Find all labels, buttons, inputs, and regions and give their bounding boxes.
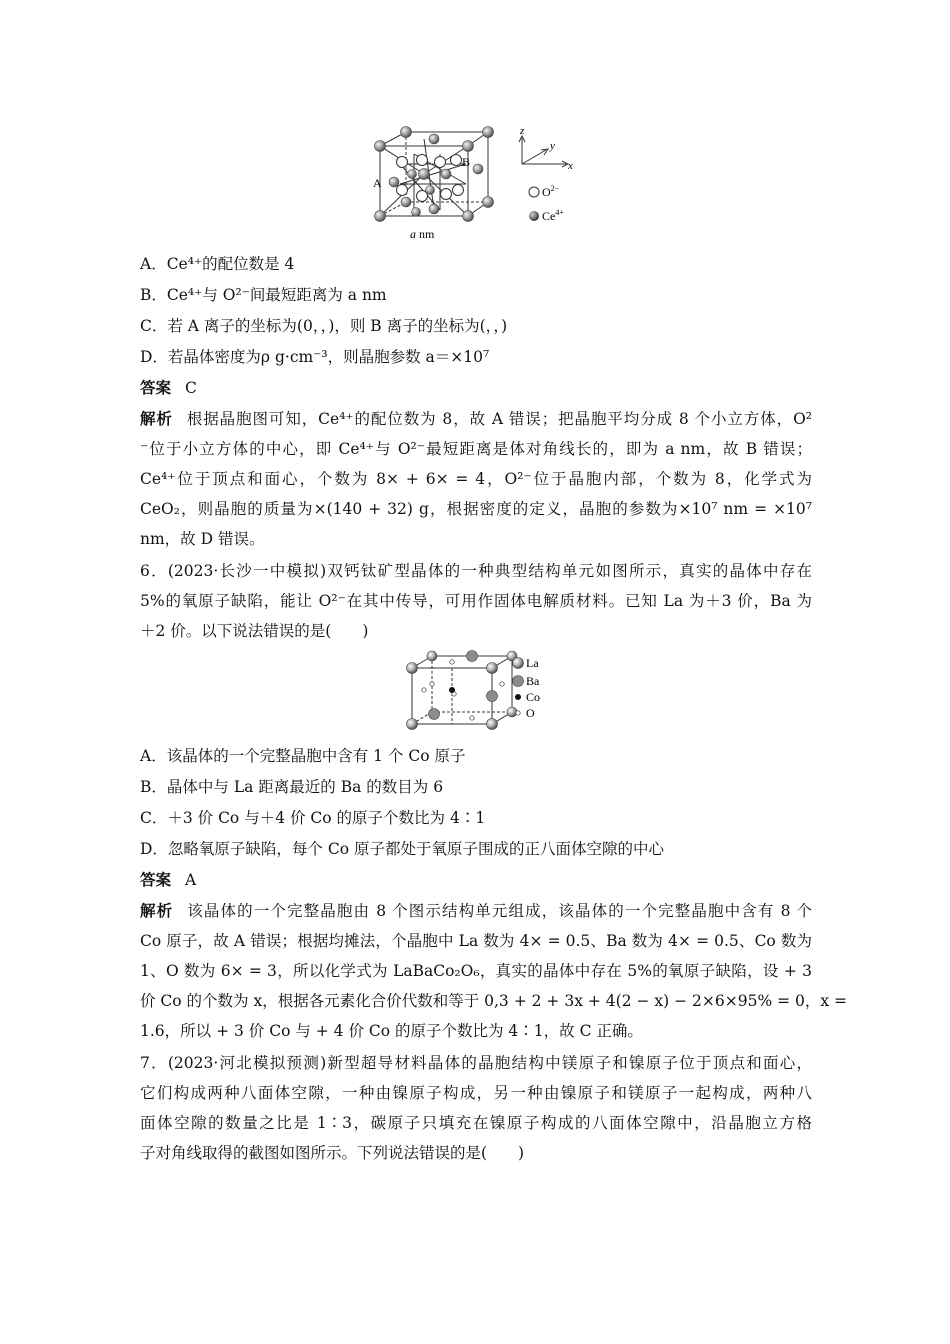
q7-stem-line-2: 它们构成两种八面体空隙，一种由镍原子构成，另一种由镍原子和镁原子一起构成，两种八 (140, 1084, 812, 1102)
q7-stem-line-4: 子对角线取得的截图如图所示。下列说法错误的是( ) (140, 1144, 525, 1162)
q5-answer (140, 378, 812, 398)
legend-la-label: La (526, 656, 539, 670)
lattice-parameter-label: a nm (410, 227, 435, 241)
analysis-label: 解析 (140, 410, 173, 428)
q6-analysis-line-1: 解析 该晶体的一个完整晶胞由 8 个图示结构单元组成，该晶体的一个完整晶胞中含有 8 个 (140, 902, 812, 920)
label-a: A (373, 176, 382, 190)
q5-analysis-line-4: CeO₂，则晶胞的质量为×(140 + 32) g，根据密度的定义，晶胞的参数为×10⁷ nm = ×10⁷ (140, 500, 812, 518)
answer-value: C (185, 379, 197, 397)
legend-oxide-label: $O^{2-}$ (542, 184, 560, 199)
label-b: B (462, 155, 471, 169)
q6-stem-line-3: ＋2 价。以下说法错误的是( ) (140, 622, 369, 640)
q5-analysis-line-3: Ce⁴⁺位于顶点和面心，个数为 8× + 6× = 4，O²⁻位于晶胞内部，个数为 8，化学式为 (140, 470, 812, 488)
q5-option-d: D．若晶体密度为ρ g·cm⁻³，则晶胞参数 a＝×10⁷ (140, 348, 490, 366)
legend-ba-label: Ba (526, 674, 540, 688)
q5-option-b: B．Ce⁴⁺与 O²⁻间最短距离为 a nm (140, 286, 387, 304)
legend-co-icon (515, 694, 521, 700)
q5-analysis-line-1: 解析 根据晶胞图可知，Ce⁴⁺的配位数为 8，故 A 错误；把晶胞平均分成 8 个小立方体，O² (140, 410, 812, 428)
legend-la-icon (513, 658, 524, 669)
q6-analysis-line-5: 1.6，所以 + 3 价 Co 与 + 4 价 Co 的原子个数比为 4∶1，故 C 正确。 (140, 1022, 643, 1040)
q6-stem-line-1: 6．(2023·长沙一中模拟)双钙钛矿型晶体的一种典型结构单元如图所示，真实的晶体中存在 (140, 562, 812, 580)
legend-cerium-label: $Ce^{4+}$ (542, 208, 564, 223)
legend-o-icon (516, 711, 520, 715)
q5-option-c: C．若 A 离子的坐标为(0，，)，则 B 离子的坐标为(，，) (140, 317, 508, 335)
legend-cerium-icon (529, 211, 539, 221)
ba-atoms (429, 651, 498, 720)
perovskite-unit-figure (404, 646, 554, 732)
q7-stem-line-3: 面体空隙的数量之比是 1∶3，碳原子只填充在镍原子构成的八面体空隙中，沿晶胞立方格 (140, 1114, 812, 1132)
legend-ba-icon (513, 676, 524, 687)
answer-label: 答案 (140, 871, 172, 889)
q6-analysis-line-4: 价 Co 的个数为 x，根据各元素化合价代数和等于 0,3 + 2 + 3x + 4(2 − x) − 2×6×95% = 0，x = (140, 992, 848, 1010)
ceria-unit-cell-figure (370, 124, 590, 244)
q6-option-c: C．＋3 价 Co 与＋4 价 Co 的原子个数比为 4∶1 (140, 809, 486, 827)
q5-analysis-line-5: nm，故 D 错误。 (140, 530, 265, 548)
answer-value: A (185, 871, 197, 889)
answer-label: 答案 (140, 379, 172, 397)
legend-co-label: Co (526, 690, 541, 704)
q6-analysis-line-2: Co 原子，故 A 错误；根据均摊法，个晶胞中 La 数为 4× = 0.5、Ba 数为 4× = 0.5、Co 数为 (140, 932, 812, 950)
q6-option-b: B．晶体中与 La 距离最近的 Ba 的数目为 6 (140, 778, 444, 796)
analysis-label: 解析 (140, 902, 174, 920)
legend-oxide-icon (529, 187, 539, 197)
q7-stem-line-1: 7．(2023·河北模拟预测)新型超导材料晶体的晶胞结构中镁原子和镍原子位于顶点和面心， (140, 1054, 812, 1072)
q5-option-a: A．Ce⁴⁺的配位数是 4 (140, 255, 295, 273)
co-atom (449, 687, 455, 693)
q6-option-a: A．该晶体的一个完整晶胞中含有 1 个 Co 原子 (140, 747, 466, 765)
axis-x-label: x (568, 160, 573, 172)
q6-analysis-line-3: 1、O 数为 6× = 3，所以化学式为 LaBaCo₂O₆，真实的晶体中存在 5%的氧原子缺陷，设 + 3 (140, 962, 812, 980)
q6-stem-line-2: 5%的氧原子缺陷，能让 O²⁻在其中传导，可用作固体电解质材料。已知 La 为＋3 价，Ba 为 (140, 592, 812, 610)
q5-analysis-line-2: ⁻位于小立方体的中心，即 Ce⁴⁺与 O²⁻最短距离是体对角线长的，即为 a nm，故 B 错误； (140, 440, 812, 458)
legend-o-label: O (526, 706, 535, 720)
axes-icon (519, 136, 568, 167)
axis-z-label: z (520, 125, 525, 137)
axis-y-label: y (550, 140, 555, 152)
q6-answer (140, 870, 812, 890)
q6-option-d: D．忽略氧原子缺陷，每个 Co 原子都处于氧原子围成的正八面体空隙的中心 (140, 840, 664, 858)
